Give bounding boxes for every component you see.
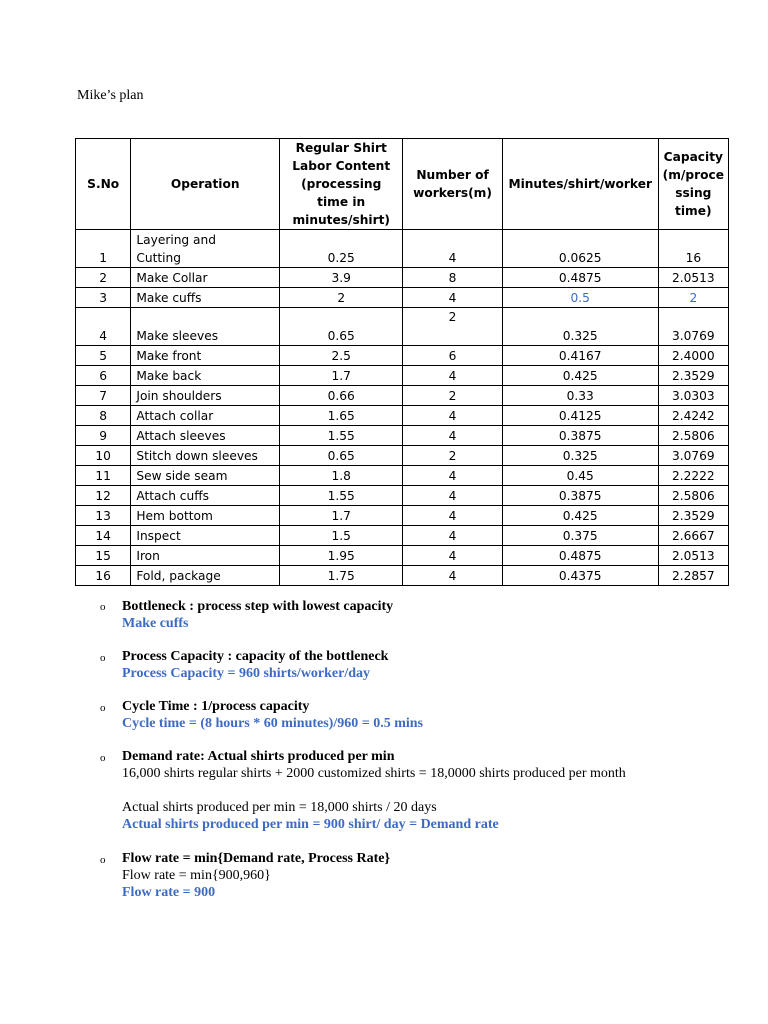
header-minutes-per-shirt: Minutes/shirt/worker — [502, 139, 658, 230]
table-row: 9 Attach sleeves 1.55 4 0.3875 2.5806 — [76, 426, 729, 446]
header-operation: Operation — [131, 139, 280, 230]
table-row: 10 Stitch down sleeves 0.65 2 0.325 3.0769 — [76, 446, 729, 466]
table-row: 3 Make cuffs 2 4 0.5 2 — [76, 288, 729, 308]
note-process-capacity: Process Capacity : capacity of the bottleneck Process Capacity = 960 shirts/worker/day — [122, 649, 389, 681]
table-row: 15 Iron 1.95 4 0.4875 2.0513 — [76, 546, 729, 566]
header-sno: S.No — [76, 139, 131, 230]
note-demand-rate: Demand rate: Actual shirts produced per min 16,000 shirts regular shirts + 2000 customized shirts = 18,0000 shirts produced per month Actual shirts produced per min = 18,000 shirts / 20 days Actual shirts produced per min = 900 shirt/ day = Demand rate — [122, 749, 626, 832]
bullet-icon: o — [100, 752, 106, 764]
table-row: 5 Make front 2.5 6 0.4167 2.4000 — [76, 346, 729, 366]
header-capacity: Capacity (m/proce ssing time) — [658, 139, 728, 230]
table-row: 16 Fold, package 1.75 4 0.4375 2.2857 — [76, 566, 729, 586]
note-cycle-time: Cycle Time : 1/process capacity Cycle time = (8 hours * 60 minutes)/960 = 0.5 mins — [122, 699, 423, 731]
operations-table — [75, 138, 729, 586]
bullet-icon: o — [100, 854, 106, 866]
bottleneck-capacity: 2 — [658, 288, 728, 308]
table-row: 6 Make back 1.7 4 0.425 2.3529 — [76, 366, 729, 386]
table-row: 13 Hem bottom 1.7 4 0.425 2.3529 — [76, 506, 729, 526]
page-title: Mike’s plan — [77, 88, 144, 103]
bullet-icon: o — [100, 702, 106, 714]
table-row: 2 Make Collar 3.9 8 0.4875 2.0513 — [76, 268, 729, 288]
table-row: 14 Inspect 1.5 4 0.375 2.6667 — [76, 526, 729, 546]
table-row: 8 Attach collar 1.65 4 0.4125 2.4242 — [76, 406, 729, 426]
table-row: 7 Join shoulders 0.66 2 0.33 3.0303 — [76, 386, 729, 406]
note-bottleneck: Bottleneck : process step with lowest capacity Make cuffs — [122, 599, 394, 631]
note-flow-rate: Flow rate = min{Demand rate, Process Rate} Flow rate = min{900,960} Flow rate = 900 — [122, 851, 390, 900]
bottleneck-mspw: 0.5 — [502, 288, 658, 308]
table-row: 4 Make sleeves 0.65 2 0.325 3.0769 — [76, 308, 729, 346]
bullet-icon: o — [100, 601, 106, 613]
bullet-icon: o — [100, 652, 106, 664]
header-labor-content: Regular Shirt Labor Content (processing time in minutes/shirt) — [280, 139, 403, 230]
table-row: 1 Layering and Cutting 0.25 4 0.0625 16 — [76, 230, 729, 268]
table-header-row — [76, 139, 729, 230]
table-row: 11 Sew side seam 1.8 4 0.45 2.2222 — [76, 466, 729, 486]
header-workers: Number of workers(m) — [403, 139, 502, 230]
table-row: 12 Attach cuffs 1.55 4 0.3875 2.5806 — [76, 486, 729, 506]
